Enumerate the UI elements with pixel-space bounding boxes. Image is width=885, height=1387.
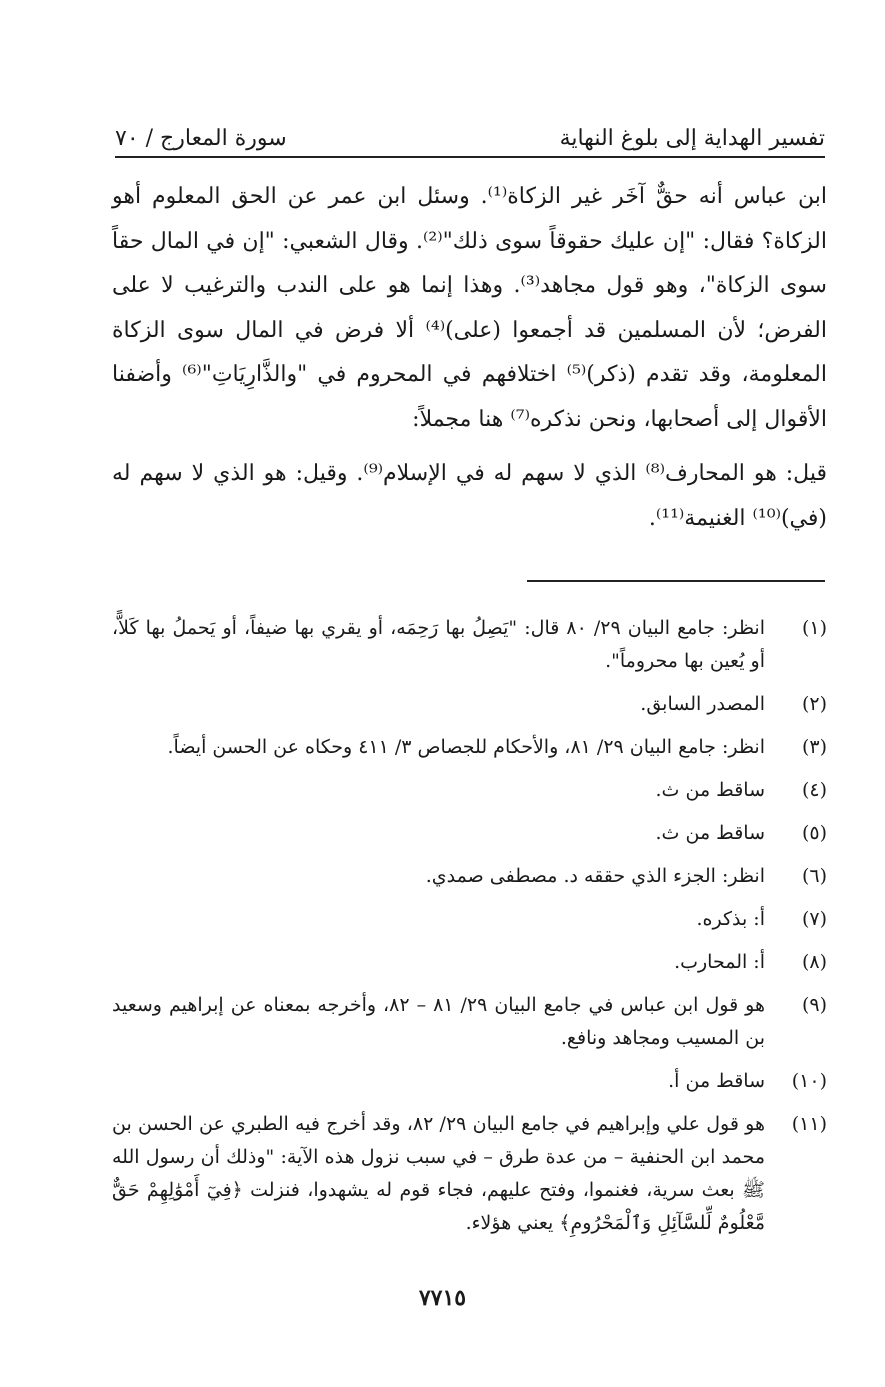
footnote-text: انظر: الجزء الذي حققه د. مصطفى صمدي. xyxy=(425,865,765,887)
sura-page-label: سورة المعارج / ٧٠ xyxy=(115,126,287,151)
main-text xyxy=(112,175,827,541)
footnote xyxy=(112,731,827,764)
page-number: ٧٧١٥ xyxy=(418,1285,467,1311)
footnote-number: (٦) xyxy=(801,865,827,887)
footnote xyxy=(112,860,827,893)
footnote xyxy=(112,774,827,807)
footnote xyxy=(112,946,827,979)
footnote-text: ساقط من ث. xyxy=(655,779,765,801)
footnote-number: (١٠) xyxy=(791,1070,827,1092)
footnote xyxy=(112,612,827,678)
footnote-divider xyxy=(527,580,825,582)
footnote-text: هو قول ابن عباس في جامع البيان ٢٩/ ٨١ – ٨٢، وأخرجه بمعناه عن إبراهيم وسعيد بن المسيب ومجاهد ونافع. xyxy=(112,994,765,1049)
footnote-text: أ: المحارب. xyxy=(674,951,765,973)
footnotes-list xyxy=(112,612,827,1250)
footnote-text: ساقط من ث. xyxy=(655,822,765,844)
footnote-text: انظر: جامع البيان ٢٩/ ٨٠ قال: "يَصِلُ بها رَحِمَه، أو يقري بها ضيفاً، أو يَحملُ بها كَلاًّ، أو يُعين بها محروماً". xyxy=(112,617,765,672)
footnote-number: (٩) xyxy=(801,994,827,1016)
footnote xyxy=(112,903,827,936)
footnote-text: المصدر السابق. xyxy=(640,693,765,715)
footnote-number: (٥) xyxy=(801,822,827,844)
footnote-number: (٧) xyxy=(801,908,827,930)
footnote xyxy=(112,989,827,1055)
book-title: تفسير الهداية إلى بلوغ النهاية xyxy=(559,126,825,151)
footnote-text: أ: بذكره. xyxy=(696,908,765,930)
footnote-number: (١) xyxy=(801,617,827,639)
footnote-number: (٣) xyxy=(801,736,827,758)
footnote xyxy=(112,817,827,850)
footnote-number: (٢) xyxy=(801,693,827,715)
running-header xyxy=(115,110,825,154)
body-paragraph: ابن عباس أنه حقٌّ آخَر غير الزكاة⁽¹⁾. وسئل ابن عمر عن الحق المعلوم أهو الزكاة؟ فقال: "إن عليك حقوقاً سوى ذلك"⁽²⁾. وقال الشعبي: "إن في المال حقاً سوى الزكاة"، وهو قول مجاهد⁽³⁾. وهذا إنما هو على الندب والترغيب لا على الفرض؛ لأن المسلمين قد أجمعوا (على)⁽⁴⁾ ألا فرض في المال سوى الزكاة المعلومة، وقد تقدم (ذكر)⁽⁵⁾ اختلافهم في المحروم في "والذَّارِيَاتِ"⁽⁶⁾ وأضفنا الأقوال إلى أصحابها، ونحن نذكره⁽⁷⁾ هنا مجملاً: xyxy=(112,184,828,432)
footnote-number: (٨) xyxy=(801,951,827,973)
footnote-text: انظر: جامع البيان ٢٩/ ٨١، والأحكام للجصاص ٣/ ٤١١ وحكاه عن الحسن أيضاً. xyxy=(167,736,765,758)
header-divider xyxy=(115,156,825,158)
footnote-number: (١١) xyxy=(791,1113,827,1135)
body-paragraph: قيل: هو المحارف⁽⁸⁾ الذي لا سهم له في الإسلام⁽⁹⁾. وقيل: هو الذي لا سهم له (في)⁽¹⁰⁾ الغنيمة⁽¹¹⁾. xyxy=(112,461,827,531)
footnote-number: (٤) xyxy=(801,779,827,801)
footnote xyxy=(112,688,827,721)
footnote-text: ساقط من أ. xyxy=(668,1070,765,1092)
footnote xyxy=(112,1108,827,1240)
footnote xyxy=(112,1065,827,1098)
footnote-text: هو قول علي وإبراهيم في جامع البيان ٢٩/ ٨٢، وقد أخرج فيه الطبري عن الحسن بن محمد ابن الحنفية – من عدة طرق – في سبب نزول هذه الآية: "وذلك أن رسول الله ﷺ بعث سرية، فغنموا، وفتح عليهم، فجاء قوم له يشهدوا، فنزلت ﴿فِيٓ أَمْوَٰلِهِمْ حَقٌّ مَّعْلُومٌ لِّلسَّآئِلِ وَٱلْمَحْرُومِ﴾ يعني هؤلاء. xyxy=(112,1113,765,1234)
